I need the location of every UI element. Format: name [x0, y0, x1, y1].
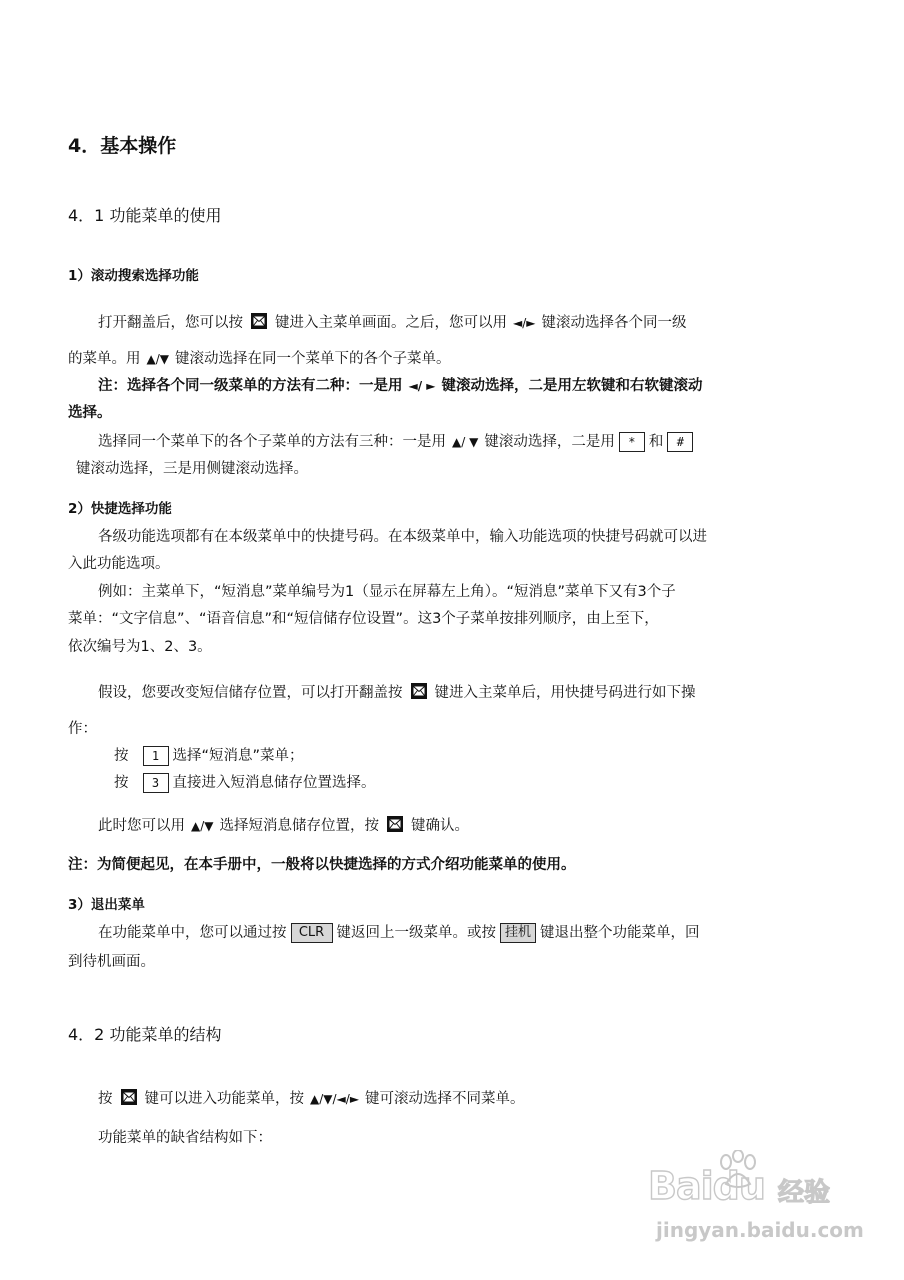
text: 键确认。	[411, 818, 469, 834]
paragraph-line	[68, 349, 451, 369]
mail-key-icon	[411, 683, 427, 699]
paragraph-line: 键滚动选择，三是用侧键滚动选择。	[76, 461, 308, 477]
hash-key: #	[667, 432, 693, 452]
baidu-jingyan-watermark	[648, 1150, 864, 1250]
paragraph-line	[98, 432, 697, 452]
subsection-2-title: 2）快捷选择功能	[68, 501, 172, 517]
text: 选择“短消息”菜单；	[172, 748, 304, 764]
text: 注：选择各个同一级菜单的方法有二种：一是用	[98, 378, 403, 394]
paragraph-line: 作：	[68, 721, 97, 737]
text: 键滚动选择在同一个菜单下的各个子菜单。	[175, 351, 451, 367]
text: 键可以进入功能菜单，按	[144, 1091, 304, 1107]
text: 在功能菜单中，您可以通过按	[98, 925, 287, 941]
note-line: 注：为简便起见，在本手册中，一般将以快捷选择的方式介绍功能菜单的使用。	[68, 857, 576, 873]
text: 键可滚动选择不同菜单。	[365, 1091, 525, 1107]
four-way-arrow-icon: ▲/▼/◄/►	[310, 1092, 360, 1106]
paragraph-line: 功能菜单的缺省结构如下：	[98, 1130, 272, 1146]
digit-3-key: 3	[143, 773, 169, 793]
text: 键滚动选择，二是用左软键和右软键滚动	[441, 378, 703, 394]
left-right-arrow-icon: ◄/ ►	[408, 379, 436, 393]
text: 直接进入短消息储存位置选择。	[172, 775, 376, 791]
watermark-cn: 经验	[778, 1178, 831, 1208]
text: 键进入主菜单画面。之后，您可以用	[275, 315, 507, 331]
paragraph-line	[98, 923, 700, 943]
step-line	[114, 773, 376, 793]
paragraph-line: 各级功能选项都有在本级菜单中的快捷号码。在本级菜单中，输入功能选项的快捷号码就可以进	[98, 529, 707, 545]
watermark-logo: Baidu	[648, 1164, 765, 1208]
text: 按	[114, 748, 129, 764]
step-line	[114, 746, 304, 766]
subsection-1-title: 1）滚动搜索选择功能	[68, 268, 199, 284]
paragraph-line: 例如：主菜单下，“短消息”菜单编号为1（显示在屏幕左上角）。“短消息”菜单下又有3个子	[98, 584, 676, 600]
paragraph-line	[98, 816, 469, 836]
text: 打开翻盖后，您可以按	[98, 315, 243, 331]
text: 键滚动选择，二是用	[484, 434, 615, 450]
text: 此时您可以用	[98, 818, 185, 834]
text: 键进入主菜单后，用快捷号码进行如下操	[434, 685, 696, 701]
section-4-2-title: 4．2 功能菜单的结构	[68, 1025, 222, 1044]
mail-key-icon	[121, 1089, 137, 1105]
up-down-arrow-icon: ▲/ ▼	[452, 435, 479, 449]
text: 假设，您要改变短信储存位置，可以打开翻盖按	[98, 685, 403, 701]
clr-key: CLR	[291, 923, 333, 943]
end-call-key: 挂机	[500, 923, 536, 943]
paragraph-line	[98, 313, 687, 333]
paragraph-line	[98, 1089, 525, 1109]
text: 键返回上一级菜单。或按	[336, 925, 496, 941]
digit-1-key: 1	[143, 746, 169, 766]
subsection-3-title: 3）退出菜单	[68, 897, 145, 913]
paragraph-line: 入此功能选项。	[68, 556, 170, 572]
note-line: 选择。	[68, 405, 112, 421]
paragraph-line: 到待机画面。	[68, 954, 155, 970]
text: 选择同一个菜单下的各个子菜单的方法有三种：一是用	[98, 434, 446, 450]
text: 和	[648, 434, 664, 450]
mail-key-icon	[387, 816, 403, 832]
text: 按	[114, 775, 129, 791]
paragraph-line: 依次编号为1、2、3。	[68, 639, 212, 655]
text: 键退出整个功能菜单，回	[540, 925, 700, 941]
paragraph-line: 菜单：“文字信息”、“语音信息”和“短信储存位设置”。这3个子菜单按排列顺序，由上至下，	[68, 611, 659, 627]
text: 选择短消息储存位置，按	[219, 818, 379, 834]
note-line	[98, 376, 703, 396]
mail-key-icon	[251, 313, 267, 329]
page-heading: 4．基本操作	[68, 135, 177, 157]
text: 键滚动选择各个同一级	[541, 315, 687, 331]
text: 的菜单。用	[68, 351, 141, 367]
star-key: *	[619, 432, 645, 452]
left-right-arrow-icon: ◄/►	[513, 316, 536, 330]
up-down-arrow-icon: ▲/▼	[146, 352, 169, 366]
section-4-1-title: 4．1 功能菜单的使用	[68, 206, 222, 225]
up-down-arrow-icon: ▲/▼	[191, 819, 214, 833]
watermark-url: jingyan.baidu.com	[656, 1218, 864, 1242]
paragraph-line	[98, 683, 696, 703]
text: 按	[98, 1091, 113, 1107]
